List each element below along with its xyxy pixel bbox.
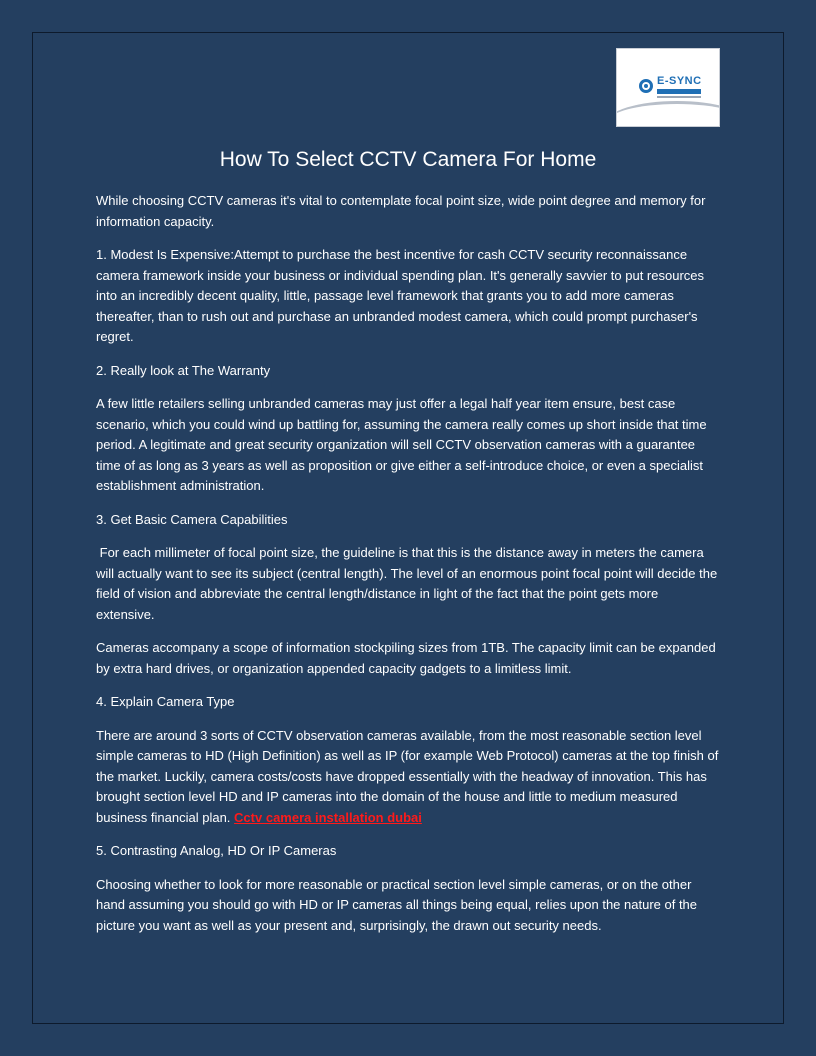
paragraph-point-1: 1. Modest Is Expensive:Attempt to purchase the best incentive for cash CCTV security reconnaissance camera framework inside your business or individual spending plan. It's generally savvier to put resources into an incredibly decent quality, little, passage level framework that grants you to add more cameras thereafter, than to rush out and purchase an unbranded modest camera, which could prompt purchaser's regret. [96,247,705,344]
article-body [96,191,720,949]
paragraph-warranty: A few little retailers selling unbranded cameras may just offer a legal half year item ensure, best case scenario, which you could wind up battling for, assuming the camera really comes up short inside that time period. A legitimate and great security organization will sell CCTV observation cameras with a guarantee time of as long as 3 years as well as proposition or give either a self-introduce choice, or even a specialist establishment administration. [96,396,707,493]
cctv-installation-link[interactable]: Cctv camera installation dubai [234,809,422,825]
paragraph-camera-types [96,726,720,829]
heading-point-5: 5. Contrasting Analog, HD Or IP Cameras [96,843,337,858]
logo-mark-icon [639,79,653,93]
paragraph-comparison: Choosing whether to look for more reasonable or practical section level simple cameras, or on the other hand assuming you should go with HD or IP cameras all things being equal, relies upon the nature of the picture you want as well as your present and, surprisingly, the drawn out security needs. [96,876,698,933]
heading-point-3: 3. Get Basic Camera Capabilities [96,511,288,527]
logo-bar [657,89,701,94]
paragraph-focal-point: For each millimeter of focal point size, the guideline is that this is the distance away in meters the camera will actually want to see its subject (central length). The level of an enormous point focal point will decide the field of vision and abbreviate the central length/distance in light of the fact that the point gets more extensive. [96,545,721,622]
heading-point-4: 4. Explain Camera Type [96,694,235,709]
logo-text: E-SYNC [657,75,702,87]
paragraph-intro: While choosing CCTV cameras it's vital to contemplate focal point size, wide point degree and memory for information capacity. [96,193,706,229]
company-logo [616,48,720,127]
logo-swoosh [616,101,720,127]
heading-point-2: 2. Really look at The Warranty [96,362,271,378]
paragraph-camera-types-text: There are around 3 sorts of CCTV observation cameras available, from the most reasonable section level simple cameras to HD (High Definition) as well as IP (for example Web Protocol) cameras at the top finish of the market. Luckily, camera costs/costs have dropped essentially with the headway of innovation. This has brought section level HD and IP cameras into the domain of the house and little to medium measured business financial plan. [96,727,719,825]
page-title: How To Select CCTV Camera For Home [219,148,597,171]
paragraph-storage: Cameras accompany a scope of information stockpiling sizes from 1TB. The capacity limit can be expanded by extra hard drives, or organization appended capacity gadgets to a limitless limit. [96,640,716,676]
logo-tagline-bar [657,96,701,98]
